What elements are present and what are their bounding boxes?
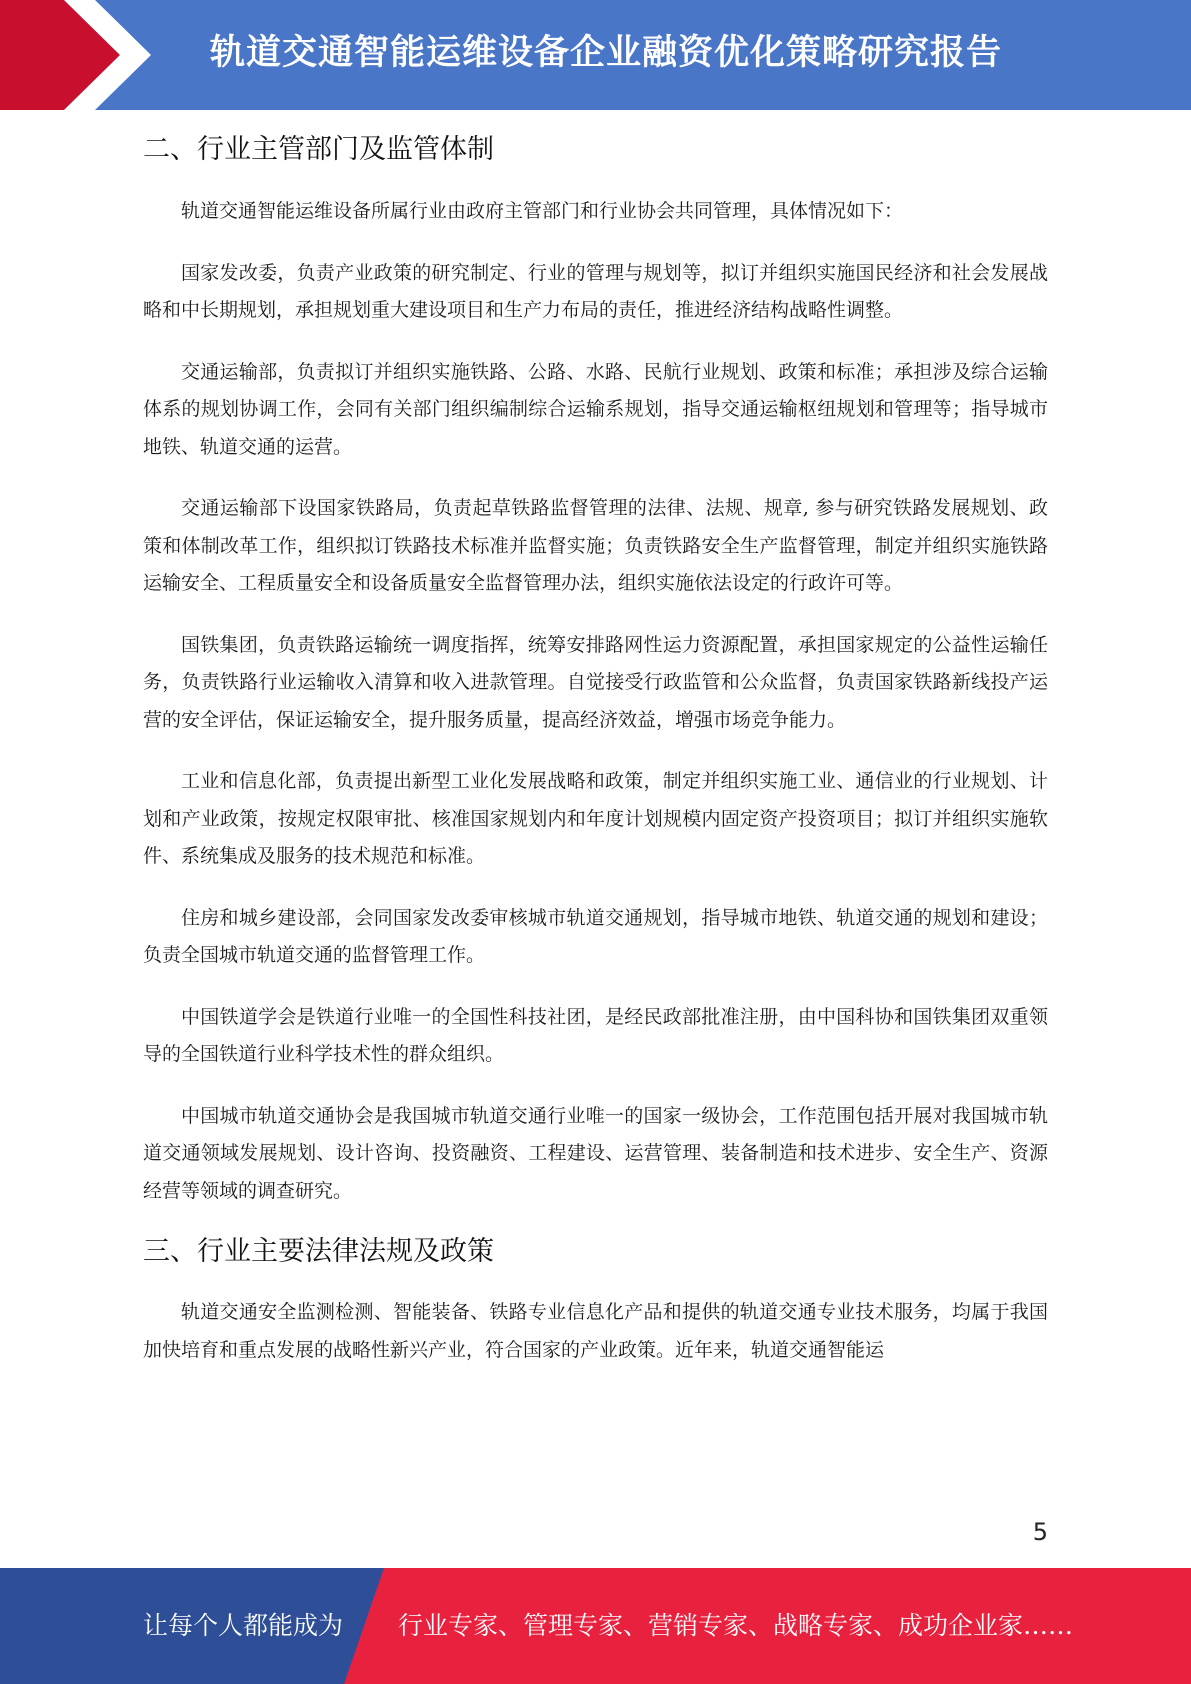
page-number: 5 bbox=[1032, 1518, 1048, 1546]
document-body bbox=[143, 128, 1048, 1369]
paragraph: 轨道交通安全监测检测、智能装备、铁路专业信息化产品和提供的轨道交通专业技术服务，均属于我国加快培育和重点发展的战略性新兴产业，符合国家的产业政策。近年来，轨道交通智能运 bbox=[143, 1301, 1048, 1361]
paragraph: 交通运输部，负责拟订并组织实施铁路、公路、水路、民航行业规划、政策和标准；承担涉及综合运输体系的规划协调工作，会同有关部门组织编制综合运输系规划，指导交通运输枢纽规划和管理等；指导城市地铁、轨道交通的运营。 bbox=[143, 360, 1048, 458]
paragraph: 中国城市轨道交通协会是我国城市轨道交通行业唯一的国家一级协会，工作范围包括开展对我国城市轨道交通领域发展规划、设计咨询、投资融资、工程建设、运营管理、装备制造和技术进步、安全生产、资源经营等领域的调查研究。 bbox=[143, 1104, 1048, 1202]
paragraph: 住房和城乡建设部，会同国家发改委审核城市轨道交通规划，指导城市地铁、轨道交通的规划和建设；负责全国城市轨道交通的监督管理工作。 bbox=[143, 906, 1048, 966]
paragraph: 轨道交通智能运维设备所属行业由政府主管部门和行业协会共同管理，具体情况如下： bbox=[181, 200, 904, 222]
paragraph: 中国铁道学会是铁道行业唯一的全国性科技社团，是经民政部批准注册，由中国科协和国铁集团双重领导的全国铁道行业科学技术性的群众组织。 bbox=[143, 1005, 1048, 1065]
paragraph: 国铁集团，负责铁路运输统一调度指挥，统筹安排路网性运力资源配置，承担国家规定的公益性运输任务，负责铁路行业运输收入清算和收入进款管理。自觉接受行政监管和公众监督，负责国家铁路新线投产运营的安全评估，保证运输安全，提升服务质量，提高经济效益，增强市场竞争能力。 bbox=[143, 633, 1048, 731]
paragraph: 交通运输部下设国家铁路局，负责起草铁路监督管理的法律、法规、规章, 参与研究铁路发展规划、政策和体制改革工作，组织拟订铁路技术标准并监督实施；负责铁路安全生产监督管理，制定并组织实施铁路运输安全、工程质量安全和设备质量安全监督管理办法，组织实施依法设定的行政许可等。 bbox=[143, 497, 1048, 594]
footer-slogan-right: 行业专家、管理专家、营销专家、战略专家、成功企业家…… bbox=[398, 1611, 1074, 1640]
paragraph: 国家发改委，负责产业政策的研究制定、行业的管理与规划等，拟订并组织实施国民经济和社会发展战略和中长期规划，承担规划重大建设项目和生产力布局的责任，推进经济结构战略性调整。 bbox=[143, 261, 1048, 321]
report-title: 轨道交通智能运维设备企业融资优化策略研究报告 bbox=[210, 33, 1003, 73]
paragraph: 工业和信息化部，负责提出新型工业化发展战略和政策，制定并组织实施工业、通信业的行业规划、计划和产业政策，按规定权限审批、核准国家规划内和年度计划规模内固定资产投资项目；拟订并组织实施软件、系统集成及服务的技术规范和标准。 bbox=[143, 770, 1048, 867]
footer-banner bbox=[0, 1568, 1191, 1684]
section-heading-laws-policies: 三、行业主要法律法规及政策 bbox=[143, 1236, 494, 1267]
header-banner bbox=[0, 0, 1191, 110]
section-heading-regulators: 二、行业主管部门及监管体制 bbox=[143, 134, 494, 165]
footer-slogan-left: 让每个人都能成为 bbox=[143, 1611, 344, 1640]
